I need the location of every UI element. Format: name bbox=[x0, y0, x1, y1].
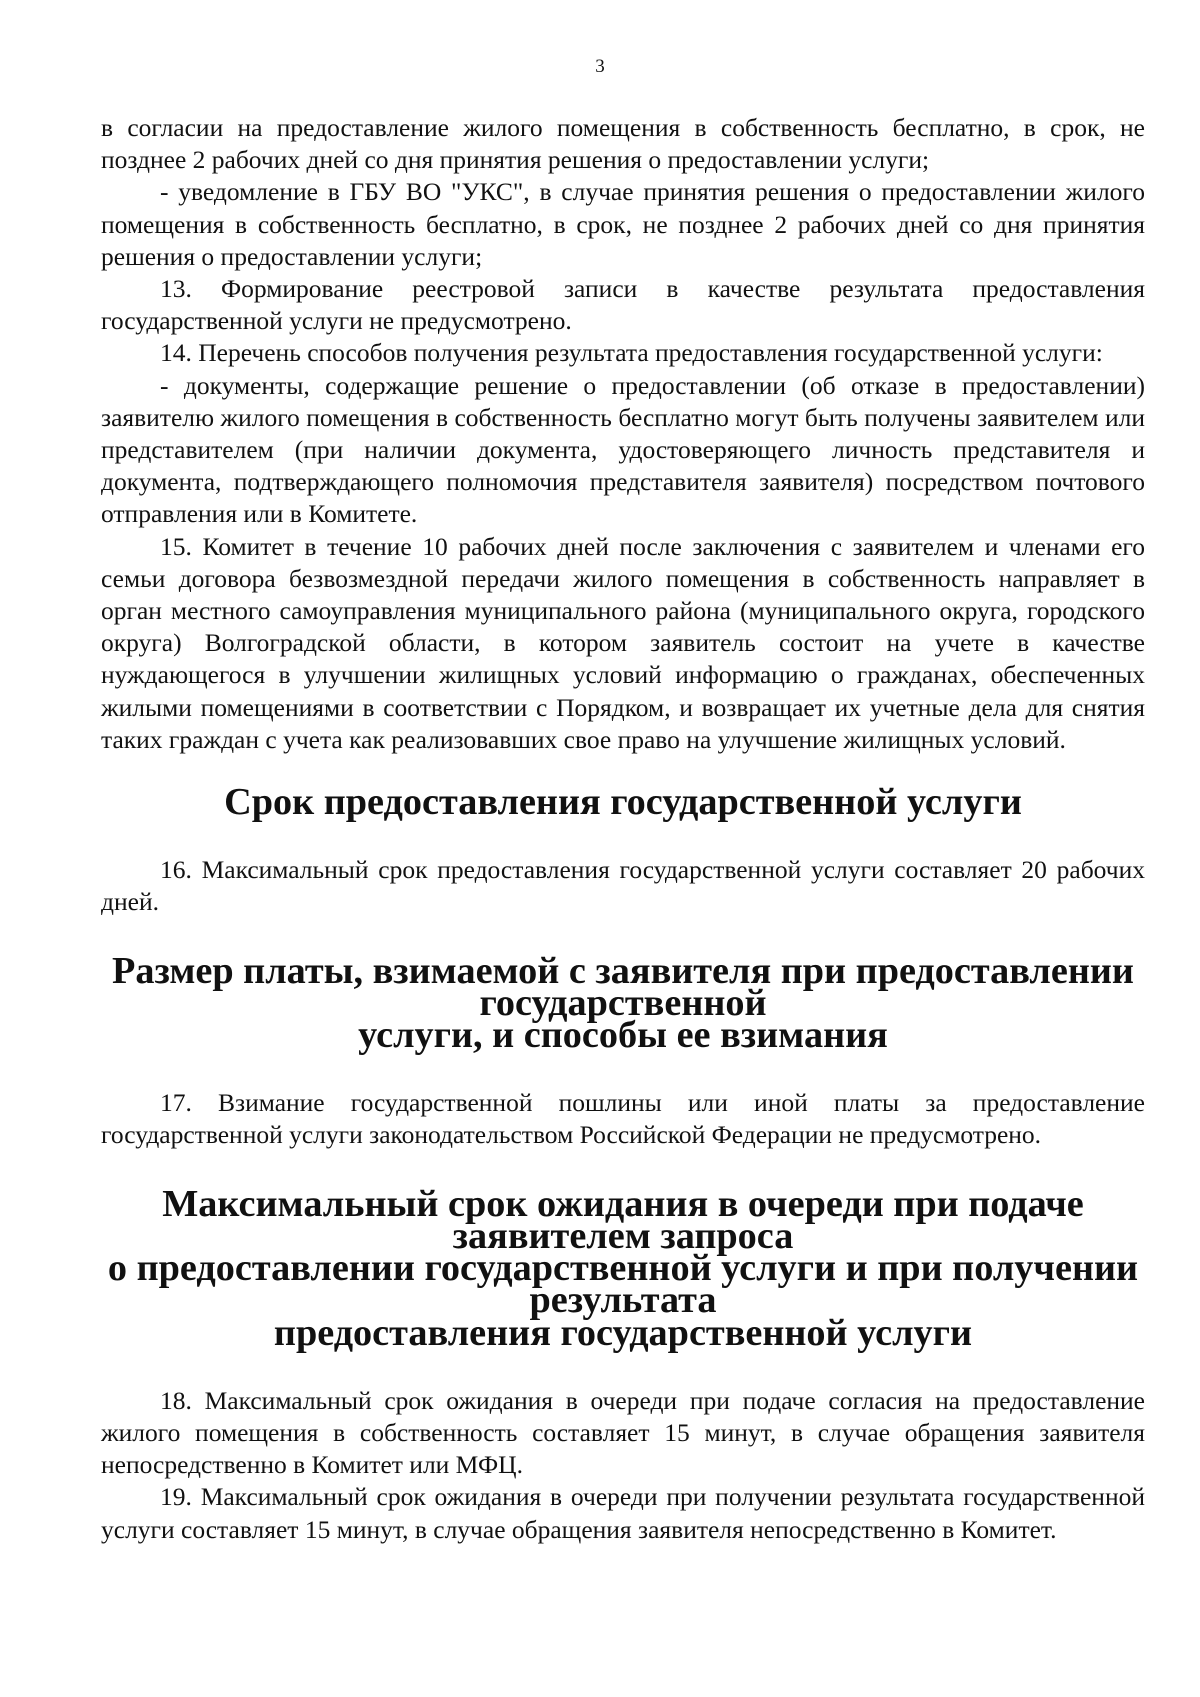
paragraph-18: 18. Максимальный срок ожидания в очереди при подаче согласия на предоставление жилого помещения в собственность составляет 15 минут, в случае обращения заявителя непосредственно в Комитет или МФЦ. bbox=[101, 1385, 1145, 1480]
heading-fee bbox=[101, 949, 1145, 1057]
paragraph-notification-uks: - уведомление в ГБУ ВО "УКС", в случае принятия решения о предоставлении жилого помещения в собственность бесплатно, в срок, не позднее 2 рабочих дней со дня принятия решения о предоставлении услуги; bbox=[101, 177, 1145, 271]
document-body bbox=[101, 112, 1145, 1546]
paragraph-19: 19. Максимальный срок ожидания в очереди при получении результата государственной услуги составляет 15 минут, в случае обращения заявителя непосредственно в Комитет. bbox=[101, 1482, 1145, 1544]
paragraph-13: 13. Формирование реестровой записи в качестве результата предоставления государственной услуги не предусмотрено. bbox=[101, 274, 1145, 336]
page-number: 3 bbox=[595, 56, 605, 77]
heading-queue-line-2: о предоставлении государственной услуги и при получении результата bbox=[107, 1247, 1139, 1322]
heading-fee-line-1: Размер платы, взимаемой с заявителя при предоставлении государственной bbox=[112, 949, 1134, 1024]
paragraph-14: 14. Перечень способов получения результата предоставления государственной услуги: bbox=[160, 338, 1103, 368]
paragraph-consent-continuation: в согласии на предоставление жилого помещения в собственность бесплатно, в срок, не позднее 2 рабочих дней со дня принятия решения о предоставлении услуги; bbox=[101, 113, 1145, 175]
heading-fee-line-2: услуги, и способы ее взимания bbox=[358, 1014, 888, 1057]
heading-service-term: Срок предоставления государственной услуги bbox=[224, 781, 1022, 824]
paragraph-14-documents: - документы, содержащие решение о предоставлении (об отказе в предоставлении) заявителю жилого помещения в собственность бесплатно могут быть получены заявителем или представителем (при наличии документа, удостоверяющего личность представителя и документа, подтверждающего полномочия представителя заявителя) посредством почтового отправления или в Комитете. bbox=[101, 370, 1145, 529]
heading-queue-line-1: Максимальный срок ожидания в очереди при подаче заявителем запроса bbox=[162, 1182, 1084, 1257]
heading-queue-time bbox=[101, 1182, 1145, 1354]
paragraph-15: 15. Комитет в течение 10 рабочих дней после заключения с заявителем и членами его семьи договора безвозмездной передачи жилого помещения в собственность направляет в орган местного самоуправления муниципального района (муниципального округа, городского округа) Волгоградской области, в котором заявитель состоит на учете в качестве нуждающегося в улучшении жилищных условий информацию о гражданах, обеспеченных жилыми помещениями в соответствии с Порядком, и возвращает их учетные дела для снятия таких граждан с учета как реализовавших свое право на улучшение жилищных условий. bbox=[101, 531, 1145, 754]
heading-queue-line-3: предоставления государственной услуги bbox=[273, 1311, 973, 1354]
paragraph-17: 17. Взимание государственной пошлины или иной платы за предоставление государственной услуги законодательством Российской Федерации не предусмотрено. bbox=[101, 1088, 1145, 1150]
paragraph-16: 16. Максимальный срок предоставления государственной услуги составляет 20 рабочих дней. bbox=[101, 855, 1145, 917]
